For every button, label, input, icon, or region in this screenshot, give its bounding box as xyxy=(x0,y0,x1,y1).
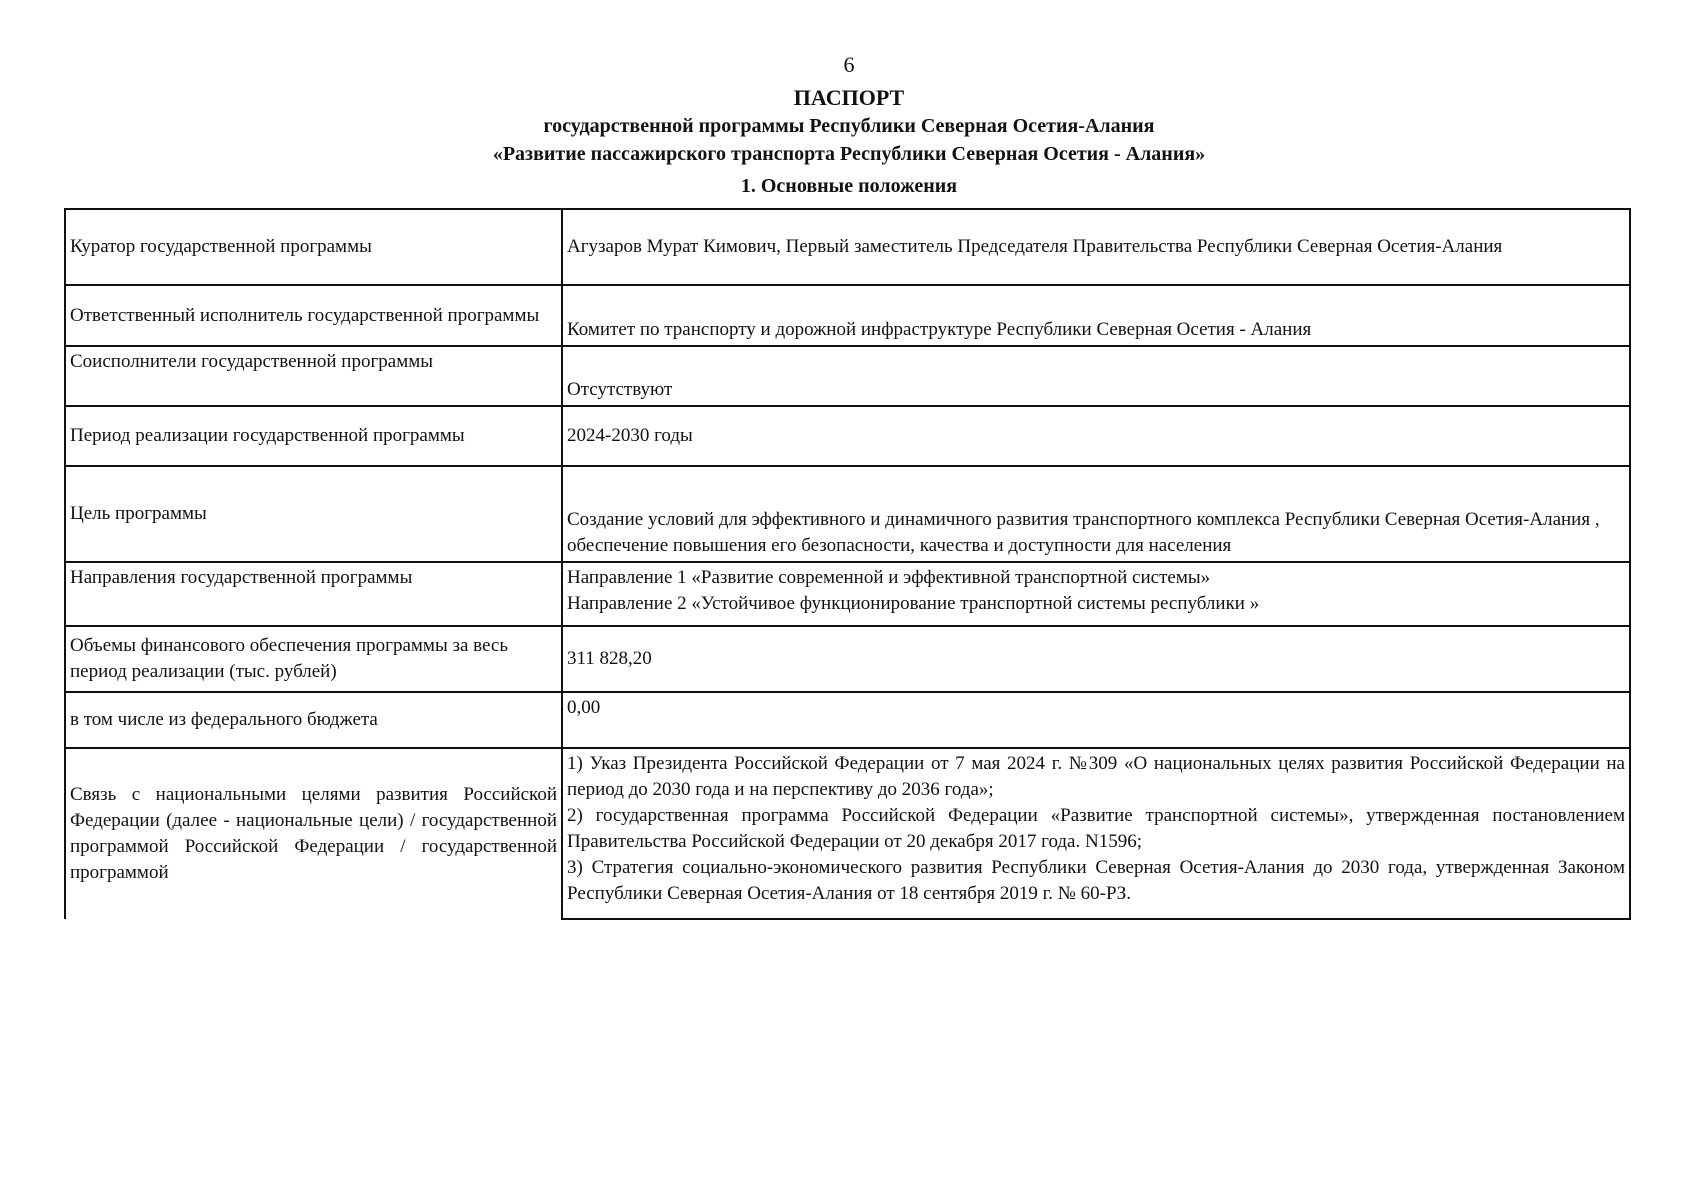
row-value-period: 2024-2030 годы xyxy=(562,406,1630,466)
row-value-co-executors: Отсутствуют xyxy=(562,346,1630,406)
row-value-responsible-executor: Комитет по транспорту и дорожной инфраструктуре Республики Северная Осетия - Алания xyxy=(562,285,1630,346)
direction-item: Направление 2 «Устойчивое функционирование транспортной системы республики » xyxy=(567,593,1260,614)
row-value-federal-budget: 0,00 xyxy=(562,692,1630,748)
row-label-national-goals: Связь с национальными целями развития Российской Федерации (далее - национальные цели) / государственной программой Российской Федерации / государственной программой xyxy=(65,748,562,919)
national-goal-item: 1) Указ Президента Российской Федерации от 7 мая 2024 г. №309 «О национальных целях развития Российской Федерации на период до 2030 года и на перспективу до 2036 года»; xyxy=(567,753,1625,800)
row-label-responsible-executor: Ответственный исполнитель государственной программы xyxy=(65,285,562,346)
row-label-curator: Куратор государственной программы xyxy=(65,209,562,285)
program-name: «Развитие пассажирского транспорта Республики Северная Осетия - Алания» xyxy=(492,143,1206,165)
passport-table xyxy=(64,208,1631,920)
document-header xyxy=(0,84,1698,200)
row-label-funding: Объемы финансового обеспечения программы за весь период реализации (тыс. рублей) xyxy=(65,626,562,692)
direction-item: Направление 1 «Развитие современной и эффективной транспортной системы» xyxy=(567,567,1211,588)
row-value-curator: Агузаров Мурат Кимович, Первый заместитель Председателя Правительства Республики Северная Осетия-Алания xyxy=(562,209,1630,285)
table-row xyxy=(65,748,1630,919)
row-value-funding: 311 828,20 xyxy=(562,626,1630,692)
table-row xyxy=(65,626,1630,692)
row-label-goal: Цель программы xyxy=(65,466,562,562)
row-label-co-executors: Соисполнители государственной программы xyxy=(65,346,562,406)
document-subtitle: государственной программы Республики Северная Осетия-Алания xyxy=(543,115,1155,137)
table-row xyxy=(65,209,1630,285)
table-row xyxy=(65,692,1630,748)
section-title: 1. Основные положения xyxy=(740,175,958,197)
national-goal-item: 3) Стратегия социально-экономического развития Республики Северная Осетия-Алания до 2030 года, утвержденная Законом Республики Северная Осетия-Алания от 18 сентября 2019 г. № 60-РЗ. xyxy=(567,857,1625,904)
table-row xyxy=(65,346,1630,406)
page-number: 6 xyxy=(843,52,855,77)
row-value-directions xyxy=(562,562,1630,626)
table-row xyxy=(65,466,1630,562)
row-label-period: Период реализации государственной программы xyxy=(65,406,562,466)
row-label-federal-budget: в том числе из федерального бюджета xyxy=(65,692,562,748)
row-label-directions: Направления государственной программы xyxy=(65,562,562,626)
document-title: ПАСПОРТ xyxy=(793,85,905,110)
row-value-goal: Создание условий для эффективного и динамичного развития транспортного комплекса Республики Северная Осетия-Алания , обеспечение повышения его безопасности, качества и доступности для населения xyxy=(562,466,1630,562)
row-value-national-goals xyxy=(562,748,1630,919)
table-row xyxy=(65,562,1630,626)
table-row xyxy=(65,406,1630,466)
national-goal-item: 2) государственная программа Российской Федерации «Развитие транспортной системы», утвержденная постановлением Правительства Российской Федерации от 20 декабря 2017 года. N1596; xyxy=(567,805,1625,852)
table-row xyxy=(65,285,1630,346)
